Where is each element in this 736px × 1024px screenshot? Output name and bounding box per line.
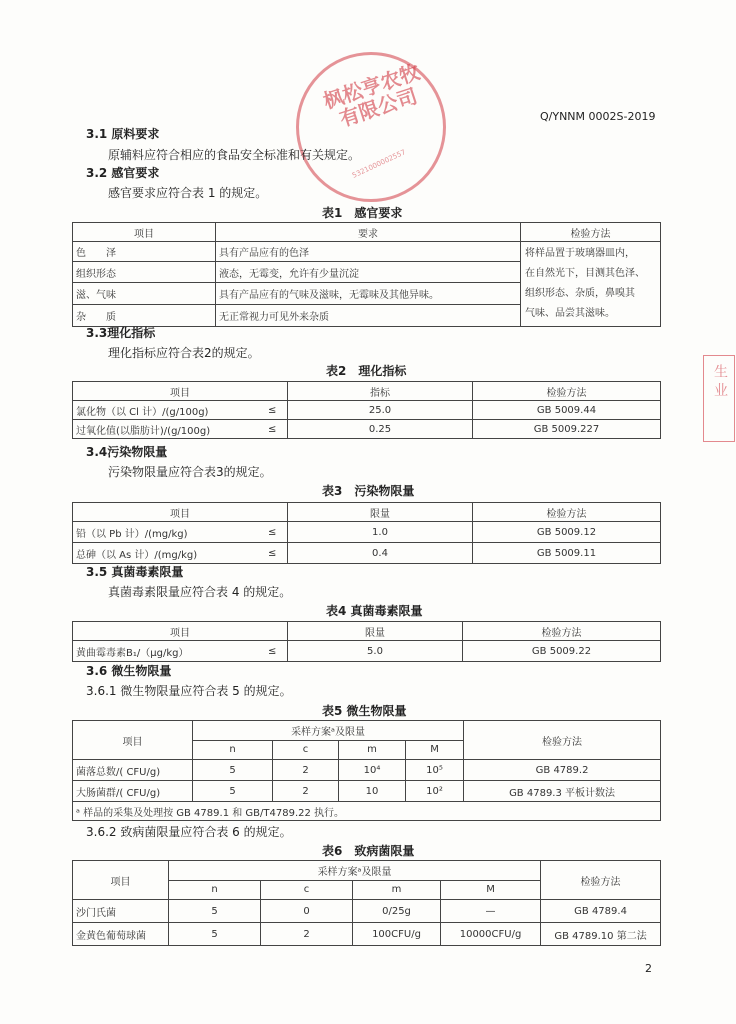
section-3-1-title: 3.1 原料要求 (86, 127, 160, 141)
table3-row2-op: ≤ (258, 543, 288, 564)
table1-row2-item: 组织形态 (73, 261, 216, 283)
table2-header-method: 检验方法 (473, 382, 661, 401)
section-3-4-text: 污染物限量应符合表3的规定。 (108, 465, 272, 479)
table2-row2-op: ≤ (258, 420, 288, 439)
table6-row1-n: 5 (169, 900, 261, 923)
table5-note: ᵃ 样品的采集及处理按 GB 4789.1 和 GB/T4789.22 执行。 (73, 802, 661, 821)
table6-header-item: 项目 (73, 861, 169, 900)
table3-caption: 表3 污染物限量 (322, 484, 415, 498)
table3-row2-limit: 0.4 (288, 543, 473, 564)
section-3-2-title: 3.2 感官要求 (86, 166, 160, 180)
table2 (72, 381, 661, 439)
section-3-6-2-text: 3.6.2 致病菌限量应符合表 6 的规定。 (86, 825, 292, 839)
table2-header-item: 项目 (73, 382, 288, 401)
table2-row1-value: 25.0 (288, 401, 473, 420)
section-3-1-text: 原辅料应符合相应的食品安全标准和有关规定。 (108, 148, 361, 162)
table5-header-plan: 采样方案ᵃ及限量 (193, 721, 464, 741)
table1-row1-item: 色 泽 (73, 242, 216, 262)
table3-header-item: 项目 (73, 503, 288, 522)
section-3-5-title: 3.5 真菌毒素限量 (86, 565, 184, 579)
table3-header-limit: 限量 (288, 503, 473, 522)
table5-row2-M: 10² (406, 781, 464, 802)
table4-row1-limit: 5.0 (288, 641, 463, 662)
table5-sub-m: m (339, 740, 406, 760)
table2-header-value: 指标 (288, 382, 473, 401)
table2-row2-method: GB 5009.227 (473, 420, 661, 439)
table2-row1-op: ≤ (258, 401, 288, 420)
section-3-6-1-text: 3.6.1 微生物限量应符合表 5 的规定。 (86, 684, 292, 698)
table1 (72, 222, 661, 327)
standard-code: Q/YNNM 0002S-2019 (540, 110, 656, 123)
table3-header-method: 检验方法 (473, 503, 661, 522)
table1-row2-req: 液态，无霉变，允许有少量沉淀 (216, 261, 521, 283)
table1-header-method: 检验方法 (521, 223, 661, 242)
table6-row1-c: 0 (261, 900, 353, 923)
table6 (72, 860, 661, 946)
table5-row1-method: GB 4789.2 (464, 760, 661, 781)
table2-row2-item: 过氧化值(以脂肪计)/(g/100g) (73, 420, 258, 439)
table4-header-limit: 限量 (288, 622, 463, 641)
table3-row1-method: GB 5009.12 (473, 522, 661, 543)
table5-sub-c: c (273, 740, 339, 760)
table4 (72, 621, 661, 662)
table6-caption: 表6 致病菌限量 (322, 844, 415, 858)
table2-row2-value: 0.25 (288, 420, 473, 439)
table1-row3-item: 滋、气味 (73, 283, 216, 305)
table1-row3-req: 具有产品应有的气味及滋味，无霉味及其他异味。 (216, 283, 521, 305)
table3-row2-method: GB 5009.11 (473, 543, 661, 564)
table1-header-req: 要求 (216, 223, 521, 242)
table2-row1-item: 氯化物（以 Cl 计）/(g/100g) (73, 401, 258, 420)
table1-method-line: 气味、品尝其滋味。 (525, 308, 615, 319)
table1-method-cell (521, 242, 661, 327)
table5-row1-item: 菌落总数/( CFU/g) (73, 760, 193, 781)
table4-header-method: 检验方法 (463, 622, 661, 641)
table5-sub-M: M (406, 740, 464, 760)
table1-row1-req: 具有产品应有的色泽 (216, 242, 521, 262)
table5-row2-n: 5 (193, 781, 273, 802)
table1-method-line: 在自然光下，目测其色泽、 (525, 268, 645, 279)
company-seal-text: 枫松亨农牧有限公司 (320, 59, 423, 132)
table1-header-item: 项目 (73, 223, 216, 242)
table3-row1-op: ≤ (258, 522, 288, 543)
table6-row2-M: 10000CFU/g (441, 923, 541, 946)
table6-sub-n: n (169, 880, 261, 900)
table1-method-line: 将样品置于玻璃器皿内， (525, 248, 635, 259)
table6-row1-item: 沙门氏菌 (73, 900, 169, 923)
table5-row1-n: 5 (193, 760, 273, 781)
company-seal-number: 5321000002557 (351, 148, 407, 180)
section-3-4-title: 3.4污染物限量 (86, 445, 168, 459)
table6-row2-method: GB 4789.10 第二法 (541, 923, 661, 946)
table5-header-method: 检验方法 (464, 721, 661, 760)
section-3-3-title: 3.3理化指标 (86, 326, 156, 340)
table4-header-item: 项目 (73, 622, 288, 641)
table6-row1-m: 0/25g (353, 900, 441, 923)
table5-row1-m: 10⁴ (339, 760, 406, 781)
table5-sub-n: n (193, 740, 273, 760)
table5 (72, 720, 661, 821)
table5-row2-c: 2 (273, 781, 339, 802)
table6-row2-m: 100CFU/g (353, 923, 441, 946)
section-3-2-text: 感官要求应符合表 1 的规定。 (108, 186, 268, 200)
table2-caption: 表2 理化指标 (326, 364, 407, 378)
table1-row4-item: 杂 质 (73, 305, 216, 327)
section-3-6-title: 3.6 微生物限量 (86, 664, 172, 678)
table6-row2-c: 2 (261, 923, 353, 946)
edge-seal: 生 业 (703, 355, 735, 442)
table3-row1-item: 铅（以 Pb 计）/(mg/kg) (73, 522, 258, 543)
page-number: 2 (645, 962, 652, 975)
table6-sub-M: M (441, 880, 541, 900)
table5-row1-c: 2 (273, 760, 339, 781)
table6-sub-m: m (353, 880, 441, 900)
table3-row2-item: 总砷（以 As 计）/(mg/kg) (73, 543, 258, 564)
table6-row2-item: 金黄色葡萄球菌 (73, 923, 169, 946)
section-3-3-text: 理化指标应符合表2的规定。 (108, 346, 260, 360)
table5-caption: 表5 微生物限量 (322, 704, 407, 718)
table1-method-line: 组织形态、杂质，鼻嗅其 (525, 288, 635, 299)
table6-row1-method: GB 4789.4 (541, 900, 661, 923)
table1-caption: 表1 感官要求 (322, 206, 403, 220)
table6-row1-M: — (441, 900, 541, 923)
table3-row1-limit: 1.0 (288, 522, 473, 543)
table5-row2-method: GB 4789.3 平板计数法 (464, 781, 661, 802)
table2-row1-method: GB 5009.44 (473, 401, 661, 420)
table1-row4-req: 无正常视力可见外来杂质 (216, 305, 521, 327)
table5-row1-M: 10⁵ (406, 760, 464, 781)
table3 (72, 502, 661, 564)
section-3-5-text: 真菌毒素限量应符合表 4 的规定。 (108, 585, 292, 599)
table6-row2-n: 5 (169, 923, 261, 946)
table4-row1-method: GB 5009.22 (463, 641, 661, 662)
table4-caption: 表4 真菌毒素限量 (326, 604, 423, 618)
table5-row2-m: 10 (339, 781, 406, 802)
table5-row2-item: 大肠菌群/( CFU/g) (73, 781, 193, 802)
table4-row1-op: ≤ (258, 641, 288, 662)
table4-row1-item: 黄曲霉毒素B₁/（μg/kg） (73, 641, 258, 662)
table6-header-method: 检验方法 (541, 861, 661, 900)
table6-header-plan: 采样方案ᵃ及限量 (169, 861, 541, 881)
table6-sub-c: c (261, 880, 353, 900)
table5-header-item: 项目 (73, 721, 193, 760)
